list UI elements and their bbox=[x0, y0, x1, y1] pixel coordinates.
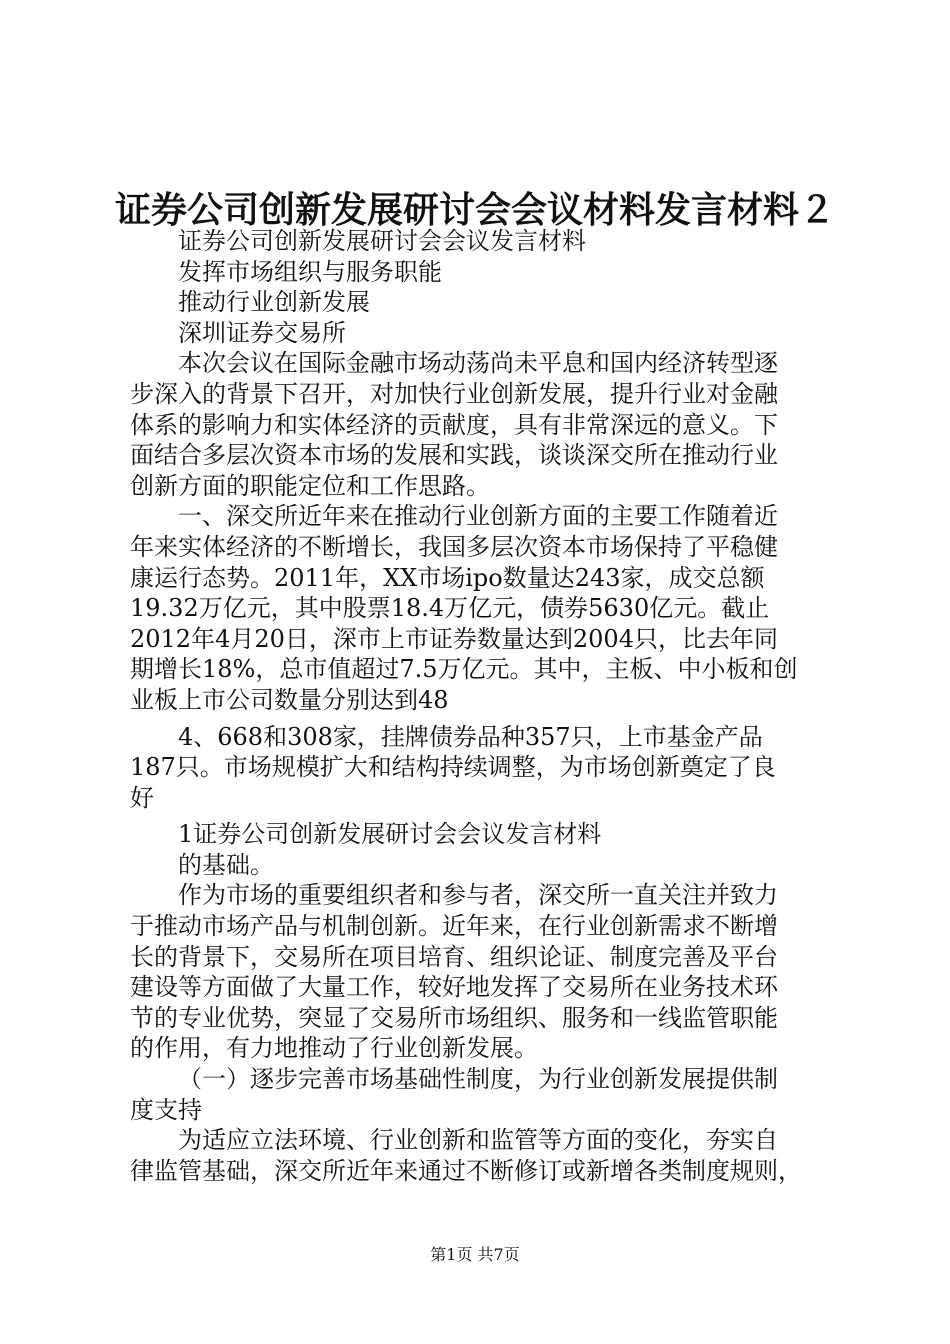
body-line: 体系的影响力和实体经济的贡献度，具有非常深远的意义。下 bbox=[130, 410, 778, 439]
body-line: 康运行态势。2011年，XX市场ipo数量达243家，成交总额 bbox=[130, 563, 765, 592]
body-line: 创新方面的职能定位和工作思路。 bbox=[130, 471, 490, 500]
body-line: 一、深交所近年来在推动行业创新方面的主要工作随着近 bbox=[178, 502, 778, 531]
body-line: 面结合多层次资本市场的发展和实践，谈谈深交所在推动行业 bbox=[130, 441, 778, 470]
body-line: 为适应立法环境、行业创新和监管等方面的变化，夯实自 bbox=[178, 1126, 778, 1155]
body-line: 证券公司创新发展研讨会会议发言材料 bbox=[178, 227, 586, 255]
document-body bbox=[130, 226, 830, 1186]
document-title: 证券公司创新发展研讨会会议材料发言材料２ bbox=[114, 189, 835, 231]
body-line: 节的专业优势，突显了交易所市场组织、服务和一线监管职能 bbox=[130, 1003, 778, 1032]
body-line: 好 bbox=[130, 783, 154, 812]
body-line: 建设等方面做了大量工作，较好地发挥了交易所在业务技术环 bbox=[130, 973, 778, 1002]
body-line: 于推动市场产品与机制创新。近年来，在行业创新需求不断增 bbox=[130, 912, 778, 941]
body-line: 的作用，有力地推动了行业创新发展。 bbox=[130, 1034, 538, 1063]
body-line: 本次会议在国际金融市场动荡尚未平息和国内经济转型逐 bbox=[178, 349, 778, 378]
body-line: 律监管基础，深交所近年来通过不断修订或新增各类制度规则， bbox=[130, 1156, 802, 1185]
body-line: 步深入的背景下召开，对加快行业创新发展，提升行业对金融 bbox=[130, 379, 778, 408]
body-line: 深圳证券交易所 bbox=[178, 318, 346, 347]
body-line: 长的背景下，交易所在项目培育、组织论证、制度完善及平台 bbox=[130, 942, 778, 971]
body-line: 年来实体经济的不断增长，我国多层次资本市场保持了平稳健 bbox=[130, 532, 778, 561]
page-footer: 第1页 共7页 bbox=[430, 1245, 520, 1264]
body-line: 度支持 bbox=[130, 1095, 202, 1124]
body-line: 4、668和308家，挂牌债券品种357只，上市基金产品 bbox=[178, 722, 763, 751]
body-line: 的基础。 bbox=[178, 850, 274, 879]
body-line: 187只。市场规模扩大和结构持续调整，为市场创新奠定了良 bbox=[130, 753, 776, 782]
body-line: 期增长18%，总市值超过7.5万亿元。其中，主板、中小板和创 bbox=[130, 655, 798, 684]
body-line: 发挥市场组织与服务职能 bbox=[178, 257, 442, 286]
body-line: 1证券公司创新发展研讨会会议发言材料 bbox=[178, 820, 602, 849]
body-line: （一）逐步完善市场基础性制度，为行业创新发展提供制 bbox=[178, 1065, 778, 1094]
body-line: 19.32万亿元，其中股票18.4万亿元，债券5630亿元。截止 bbox=[130, 594, 770, 623]
body-line: 推动行业创新发展 bbox=[178, 288, 370, 317]
body-line: 2012年4月20日，深市上市证券数量达到2004只，比去年同 bbox=[130, 624, 778, 653]
body-line: 作为市场的重要组织者和参与者，深交所一直关注并致力 bbox=[178, 881, 778, 910]
body-line: 业板上市公司数量分别达到48 bbox=[130, 685, 449, 714]
